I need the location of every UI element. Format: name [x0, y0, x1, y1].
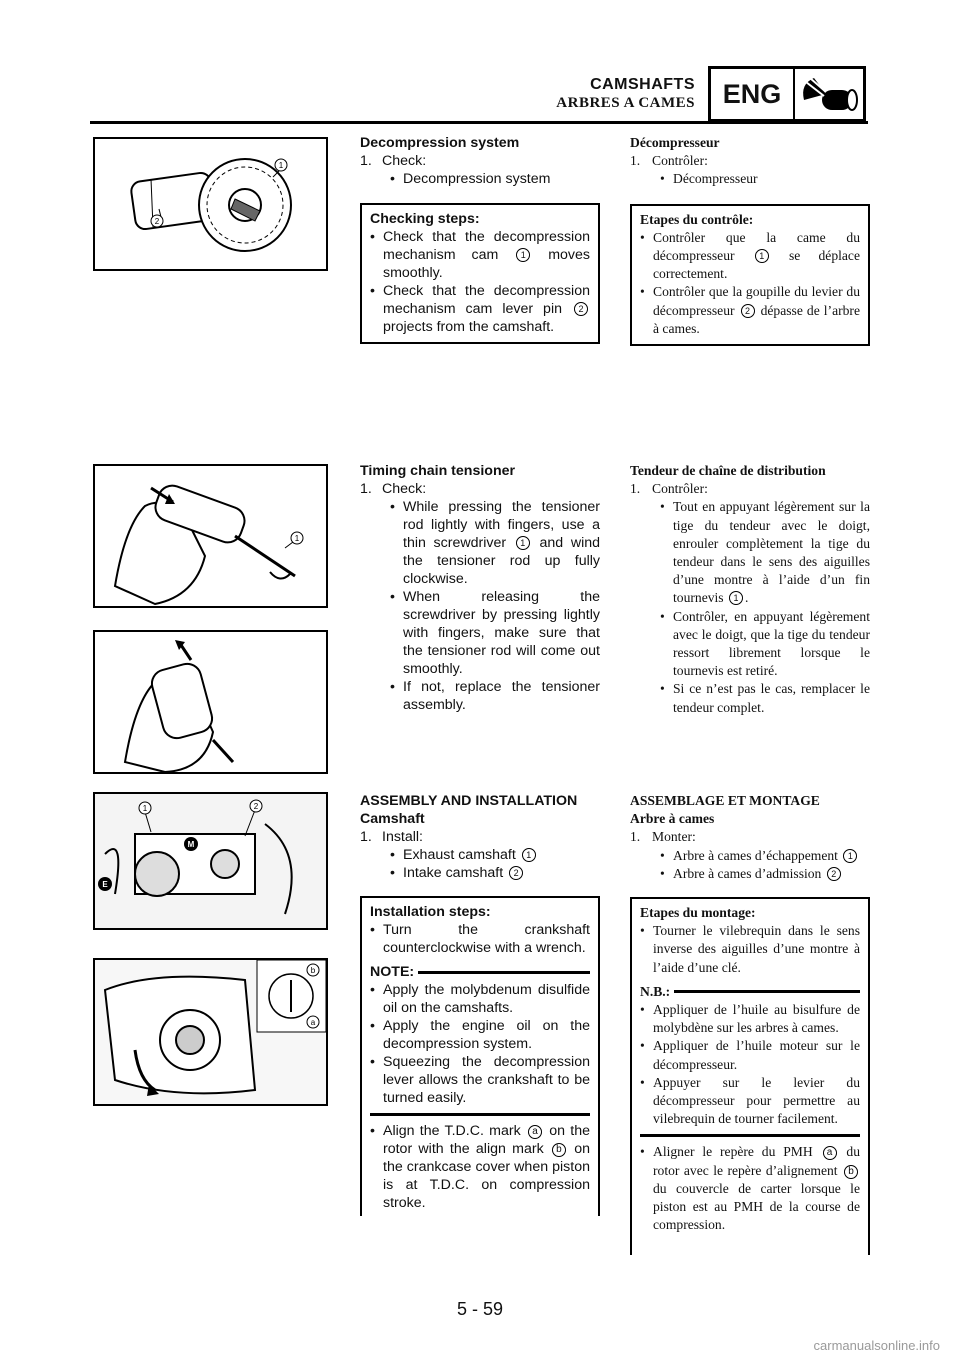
ref-marker: 1: [755, 249, 769, 263]
fig5-label-b: b: [310, 966, 316, 975]
note-heading: NOTE:: [370, 963, 590, 981]
section-badge: [708, 66, 866, 122]
ref-marker: 1: [516, 248, 530, 262]
fig4-label-2: 2: [253, 802, 259, 811]
ref-marker: 1: [843, 849, 857, 863]
tensioner-title-en: Timing chain tensioner: [360, 463, 516, 479]
ref-marker: a: [528, 1125, 542, 1139]
figure-crankcase-rotor: [93, 958, 328, 1106]
ref-marker: 2: [741, 304, 755, 318]
step-number: 1.: [360, 481, 372, 497]
step-number: 1.: [630, 829, 641, 845]
box-title: Checking steps:: [370, 211, 480, 227]
ref-marker: b: [552, 1143, 566, 1157]
step-label: Contrôler:: [652, 481, 708, 497]
note-end-rule: [640, 1134, 860, 1137]
page-header-title: [556, 76, 695, 112]
list-item: • Contrôler, en appuyant légèrement avec le doigt, que la tige du tendeur ressort librement lorsque le tournevis est retiré.: [660, 608, 870, 681]
ref-marker: 2: [827, 867, 841, 881]
fig4-label-m: M: [187, 840, 195, 849]
assembly-subtitle-en: Camshaft: [360, 811, 425, 827]
section-label: ENG: [711, 69, 795, 119]
box-title: Etapes du contrôle:: [640, 211, 754, 227]
figure-tensioner-release: [93, 630, 328, 774]
list-item: • Check that the decompression mechanism cam 1 moves smoothly.: [370, 228, 590, 282]
ref-marker: 1: [729, 591, 743, 605]
box-title: Etapes du montage:: [640, 905, 756, 921]
list-item: • Si ce n’est pas le cas, remplacer le tendeur complet.: [660, 680, 870, 716]
list-item: • Exhaust camshaft 1: [390, 846, 600, 864]
box-title: Installation steps:: [370, 904, 491, 920]
header-title-fr: ARBRES A CAMES: [556, 95, 695, 111]
figure-decompression-cam: [93, 137, 328, 271]
figure-camshafts-installed: [93, 792, 328, 930]
ref-marker: a: [823, 1146, 837, 1160]
step-label: Monter:: [652, 829, 696, 845]
assembly-title-fr: ASSEMBLAGE ET MONTAGE: [630, 793, 820, 808]
decompression-en: [360, 134, 600, 344]
checking-steps-box-en: [360, 203, 600, 344]
decompression-fr: [630, 134, 870, 346]
step-label: Check:: [382, 153, 427, 169]
list-item: • Appliquer de l’huile au bisulfure de molybdène sur les arbres à cames.: [640, 1001, 860, 1037]
list-item: • Align the T.D.C. mark a on the rotor with the align mark b on the crankcase cover when piston is at T.D.C. on compression stroke.: [370, 1122, 590, 1212]
step-number: 1.: [360, 153, 372, 169]
step-label: Check:: [382, 481, 427, 497]
step-number: 1.: [630, 481, 641, 497]
list-item: • When releasing the screwdriver by pressing lightly with fingers, make sure that the tensioner rod will come out smoothly.: [390, 588, 600, 678]
ref-marker: 1: [522, 848, 536, 862]
header-rule: [90, 121, 868, 124]
list-item: • Arbre à cames d’échappement 1: [660, 847, 870, 865]
ref-marker: 2: [509, 866, 523, 880]
watermark-link[interactable]: carmanualsonline.info: [813, 1338, 940, 1353]
fig4-label-e: E: [102, 880, 108, 889]
note-heading: N.B.:: [640, 983, 860, 1001]
assembly-fr: [630, 792, 870, 1255]
checking-steps-box-fr: [630, 204, 870, 346]
assembly-subtitle-fr: Arbre à cames: [630, 811, 715, 827]
fig5-label-a: a: [310, 1018, 316, 1027]
decompression-title-en: Decompression system: [360, 135, 520, 151]
list-item: • Tourner le vilebrequin dans le sens inverse des aiguilles d’une montre à l’aide d’une clé.: [640, 922, 860, 977]
ref-marker: 2: [574, 302, 588, 316]
list-item: • Intake camshaft 2: [390, 864, 600, 882]
step-number: 1.: [360, 829, 372, 845]
list-item: • Apply the molybdenum disulfide oil on the camshafts.: [370, 981, 590, 1017]
fig1-label-1: 1: [278, 161, 284, 170]
list-item: • Turn the crankshaft counterclockwise with a wrench.: [370, 921, 590, 957]
list-item: • Aligner le repère du PMH a du rotor avec le repère d’alignement b du couvercle de carter lorsque le piston est au PMH de la course de compression.: [640, 1143, 860, 1234]
tensioner-fr: [630, 462, 870, 717]
figure-tensioner-screwdriver: [93, 464, 328, 608]
decompression-title-fr: Décompresseur: [630, 135, 720, 150]
list-item: • Contrôler que la goupille du levier du décompresseur 2 dépasse de l’arbre à cames.: [640, 283, 860, 338]
installation-steps-box-en: [360, 896, 600, 1216]
assembly-title-en: ASSEMBLY AND INSTALLATION: [360, 793, 578, 809]
tensioner-title-fr: Tendeur de chaîne de distribution: [630, 463, 826, 478]
fig2-label-1: 1: [294, 534, 300, 543]
note-end-rule: [370, 1113, 590, 1116]
list-item: • If not, replace the tensioner assembly.: [390, 678, 600, 714]
fig1-label-2: 2: [154, 217, 160, 226]
list-item: • Appliquer de l’huile moteur sur le décompresseur.: [640, 1037, 860, 1073]
step-label: Install:: [382, 829, 424, 845]
header-title-en: CAMSHAFTS: [590, 76, 695, 93]
step-label: Contrôler:: [652, 153, 708, 169]
installation-steps-box-fr: [630, 897, 870, 1255]
list-item: • Contrôler que la came du décompresseur 1 se déplace correctement.: [640, 229, 860, 284]
ref-marker: b: [844, 1165, 858, 1179]
engine-icon: [795, 69, 863, 119]
assembly-en: [360, 792, 600, 1216]
tensioner-en: [360, 462, 600, 714]
page-number: 5 - 59: [456, 1299, 504, 1319]
list-item: • Check that the decompression mechanism cam lever pin 2 projects from the camshaft.: [370, 282, 590, 336]
list-item: • While pressing the tensioner rod lightly with fingers, use a thin screwdriver 1 and wind the tensioner rod up fully clockwise.: [390, 498, 600, 588]
list-item: • Tout en appuyant légèrement sur la tige du tendeur avec le doigt, enrouler complètement la tige du tendeur dans le sens des aiguilles d’une montre à l’aide d’un fin tournevis 1 .: [660, 498, 870, 607]
step-number: 1.: [630, 153, 641, 169]
ref-marker: 1: [516, 536, 530, 550]
fig4-label-1: 1: [142, 804, 148, 813]
list-item: • Appuyer sur le levier du décompresseur pour permettre au vilebrequin de tourner facilement.: [640, 1074, 860, 1129]
list-item: • Squeezing the decompression lever allows the crankshaft to be turned easily.: [370, 1053, 590, 1107]
list-item: • Decompression system: [390, 170, 600, 188]
list-item: • Apply the engine oil on the decompression system.: [370, 1017, 590, 1053]
list-item: • Décompresseur: [660, 170, 870, 188]
list-item: • Arbre à cames d’admission 2: [660, 865, 870, 883]
